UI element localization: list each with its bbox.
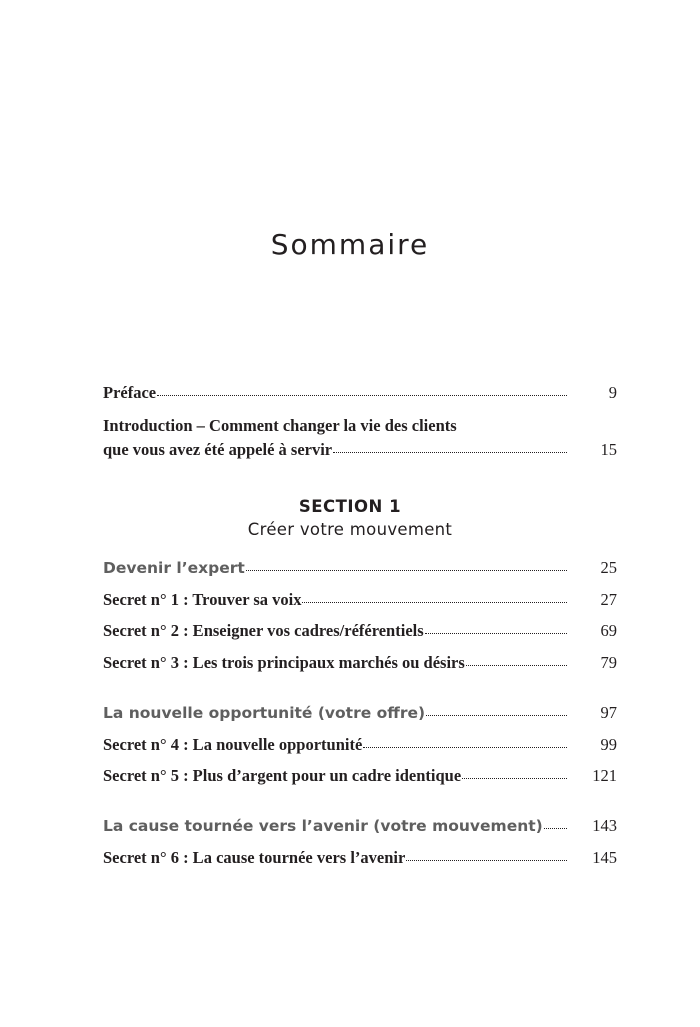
toc-entry-label: Préface xyxy=(103,383,157,402)
dot-leader xyxy=(466,664,567,666)
dot-leader xyxy=(302,601,567,603)
dot-leader xyxy=(333,451,567,453)
toc-page-number: 97 xyxy=(600,703,617,722)
toc-entry-label: Secret n° 2 : Enseigner vos cadres/référentiels xyxy=(103,621,424,640)
section-number: SECTION 1 xyxy=(298,497,402,516)
toc-page-number: 121 xyxy=(592,766,617,785)
toc-page-number: 25 xyxy=(600,558,617,577)
toc-page-number: 79 xyxy=(600,653,617,672)
page-title: Sommaire xyxy=(270,228,430,261)
toc-part-heading-expert[interactable] xyxy=(103,558,617,578)
toc-entry-label: que vous avez été appelé à servir xyxy=(103,440,333,459)
toc-entry-secret-3[interactable] xyxy=(103,653,617,673)
toc-entry-label-line1: Introduction – Comment changer la vie des clients xyxy=(103,416,457,435)
toc-page-number: 15 xyxy=(600,440,617,459)
toc-page-number: 69 xyxy=(600,621,617,640)
toc-entry-introduction[interactable] xyxy=(103,416,617,464)
toc-part-heading-opportunity[interactable] xyxy=(103,703,617,723)
toc-page-number: 27 xyxy=(600,590,617,609)
toc-entry-secret-1[interactable] xyxy=(103,590,617,610)
toc-entry-secret-2[interactable] xyxy=(103,621,617,641)
toc-page-number: 143 xyxy=(592,816,617,835)
toc-page-number: 9 xyxy=(608,383,617,402)
toc-part-label: Devenir l’expert xyxy=(103,559,245,577)
dot-leader xyxy=(462,777,567,779)
toc-entry-label: Secret n° 1 : Trouver sa voix xyxy=(103,590,302,609)
toc-entry-preface[interactable] xyxy=(103,383,617,403)
toc-entry-label: Secret n° 6 : La cause tournée vers l’avenir xyxy=(103,848,406,867)
toc-entry-secret-6[interactable] xyxy=(103,848,617,868)
toc-part-heading-cause[interactable] xyxy=(103,816,617,836)
section-subtitle: Créer votre mouvement xyxy=(247,520,453,539)
dot-leader xyxy=(157,394,567,396)
dot-leader xyxy=(425,632,567,634)
dot-leader xyxy=(406,859,567,861)
toc-part-label: La nouvelle opportunité (votre offre) xyxy=(103,704,426,722)
toc-page-number: 99 xyxy=(600,735,617,754)
toc-page-number: 145 xyxy=(592,848,617,867)
toc-part-label: La cause tournée vers l’avenir (votre mouvement) xyxy=(103,817,543,835)
dot-leader xyxy=(246,569,567,571)
toc-entry-label: Secret n° 4 : La nouvelle opportunité xyxy=(103,735,363,754)
dot-leader xyxy=(426,714,567,716)
dot-leader xyxy=(544,827,567,829)
toc-entry-label: Secret n° 3 : Les trois principaux marchés ou désirs xyxy=(103,653,465,672)
toc-entry-secret-5[interactable] xyxy=(103,766,617,786)
toc-entry-secret-4[interactable] xyxy=(103,735,617,755)
dot-leader xyxy=(363,746,567,748)
toc-entry-label: Secret n° 5 : Plus d’argent pour un cadre identique xyxy=(103,766,462,785)
